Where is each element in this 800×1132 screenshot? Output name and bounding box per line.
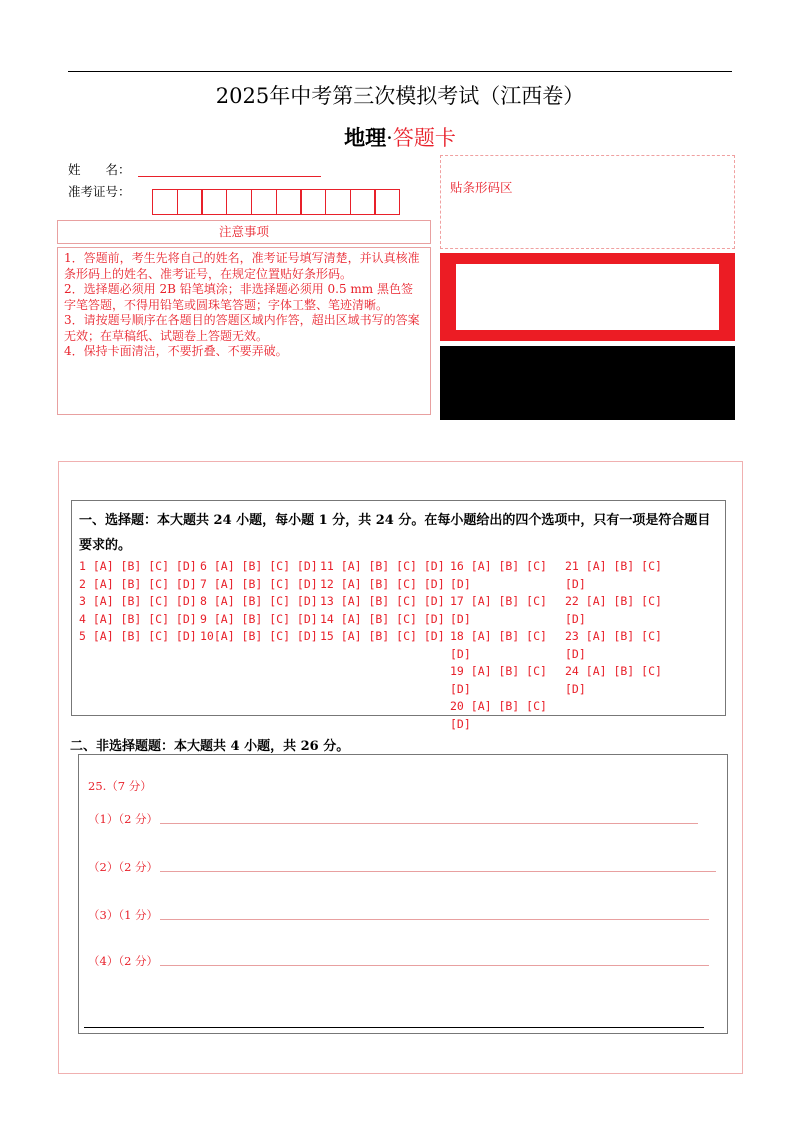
choice-column-5	[565, 558, 662, 698]
choice-row[interactable]: [D]	[450, 681, 471, 696]
answer-card-label: 答题卡	[392, 126, 456, 150]
choice-row[interactable]: 23 [A] [B] [C]	[565, 629, 662, 643]
choice-row[interactable]: 22 [A] [B] [C]	[565, 594, 662, 608]
choice-row[interactable]: [D]	[565, 576, 586, 591]
question-25-label: 25.（7 分）	[88, 779, 152, 793]
choice-row[interactable]: [D]	[450, 646, 471, 661]
choice-column-1	[79, 558, 197, 646]
choice-row[interactable]: 17 [A] [B] [C]	[450, 594, 547, 608]
exam-title: 2025年中考第三次模拟考试（江西卷）	[215, 84, 585, 108]
subject-label: 地理	[344, 125, 387, 150]
notice-item: 2．选择题必须用 2B 铅笔填涂；非选择题必须用 0.5 mm 黑色签字笔答题，不得用铅笔或圆珠笔答题；字体工整、笔迹清晰。	[64, 282, 414, 312]
id-digit-box[interactable]	[325, 189, 351, 215]
id-digit-box[interactable]	[177, 189, 203, 215]
card-title	[0, 122, 800, 152]
part-2-label: （2）（2 分）	[88, 860, 159, 874]
choice-row[interactable]: 19 [A] [B] [C]	[450, 664, 547, 678]
id-digit-box[interactable]	[350, 189, 376, 215]
choice-column-2	[200, 558, 318, 646]
bottom-rule	[84, 1027, 704, 1028]
id-digit-box[interactable]	[152, 189, 178, 215]
choice-row[interactable]: 9 [A] [B] [C] [D]	[200, 611, 318, 626]
part-1-answer-line[interactable]	[160, 823, 698, 824]
section1-heading: 一、选择题：本大题共 24 小题，每小题 1 分，共 24 分。在每小题给出的四个选项中，只有一项是符合题目要求的。	[79, 513, 711, 553]
barcode-label: 贴条形码区	[450, 180, 513, 195]
choice-row[interactable]: 7 [A] [B] [C] [D]	[200, 576, 318, 591]
id-digit-box[interactable]	[374, 189, 400, 215]
part-3-answer-line[interactable]	[160, 919, 709, 920]
id-digit-box[interactable]	[201, 189, 227, 215]
part-2-answer-line[interactable]	[160, 871, 716, 872]
choice-row[interactable]: 11 [A] [B] [C] [D]	[320, 559, 445, 573]
exam-id-label: 准考证号：	[68, 184, 131, 199]
barcode-area	[440, 155, 735, 249]
choice-row[interactable]: 5 [A] [B] [C] [D]	[79, 629, 197, 643]
choice-row[interactable]: 8 [A] [B] [C] [D]	[200, 594, 318, 608]
part-4-label: （4）（2 分）	[88, 954, 159, 968]
part-4-answer-line[interactable]	[160, 965, 709, 966]
choice-row[interactable]: [D]	[450, 611, 471, 626]
choice-row[interactable]: [D]	[565, 681, 586, 696]
id-digit-box[interactable]	[300, 189, 326, 215]
choice-row[interactable]: 6 [A] [B] [C] [D]	[200, 559, 318, 573]
choice-row[interactable]: 24 [A] [B] [C]	[565, 664, 662, 678]
choice-row[interactable]: 16 [A] [B] [C]	[450, 559, 547, 573]
choice-row[interactable]: 2 [A] [B] [C] [D]	[79, 576, 197, 591]
name-input-line[interactable]	[138, 176, 321, 177]
choice-row[interactable]: 4 [A] [B] [C] [D]	[79, 611, 197, 626]
choice-row[interactable]: 3 [A] [B] [C] [D]	[79, 594, 197, 608]
exam-id-boxes[interactable]	[152, 189, 399, 215]
notice-item: 4．保持卡面清洁，不要折叠、不要弄破。	[64, 344, 288, 358]
choice-row[interactable]: 13 [A] [B] [C] [D]	[320, 594, 445, 608]
choice-row[interactable]: 10[A] [B] [C] [D]	[200, 629, 318, 643]
part-3-label: （3）（1 分）	[88, 908, 159, 922]
choice-row[interactable]: 14 [A] [B] [C] [D]	[320, 611, 445, 626]
choice-row[interactable]: [D]	[450, 576, 471, 591]
part-1-label: （1）（2 分）	[88, 812, 159, 826]
choice-column-3	[320, 558, 445, 646]
section2-heading: 二、非选择题题：本大题共 4 小题，共 26 分。	[70, 739, 350, 754]
choice-row[interactable]: 18 [A] [B] [C]	[450, 629, 547, 643]
missing-exam-inner	[456, 264, 719, 330]
title-dot: ·	[386, 126, 393, 150]
choice-row[interactable]: 12 [A] [B] [C] [D]	[320, 576, 445, 591]
top-rule	[68, 71, 732, 72]
choice-row[interactable]: 21 [A] [B] [C]	[565, 559, 662, 573]
choice-column-4	[450, 558, 547, 733]
notice-item: 1．答题前，考生先将自己的姓名，准考证号填写清楚，并认真核准条形码上的姓名、准考证号，在规定位置贴好条形码。	[64, 251, 420, 281]
notice-title: 注意事项	[57, 220, 431, 244]
choice-row[interactable]: 1 [A] [B] [C] [D]	[79, 559, 197, 573]
id-digit-box[interactable]	[251, 189, 277, 215]
name-label: 姓 名：	[68, 162, 131, 177]
blackout-block	[440, 346, 735, 420]
id-digit-box[interactable]	[226, 189, 252, 215]
notice-body	[57, 247, 431, 415]
notice-item: 3．请按题号顺序在各题目的答题区域内作答，超出区域书写的答案无效；在草稿纸、试题卷上答题无效。	[64, 313, 420, 343]
choice-row[interactable]: 15 [A] [B] [C] [D]	[320, 629, 445, 643]
choice-row[interactable]: [D]	[450, 716, 471, 731]
id-digit-box[interactable]	[276, 189, 302, 215]
choice-row[interactable]: 20 [A] [B] [C]	[450, 699, 547, 713]
question-25-box	[78, 754, 728, 1034]
choice-row[interactable]: [D]	[565, 646, 586, 661]
choice-row[interactable]: [D]	[565, 611, 586, 626]
